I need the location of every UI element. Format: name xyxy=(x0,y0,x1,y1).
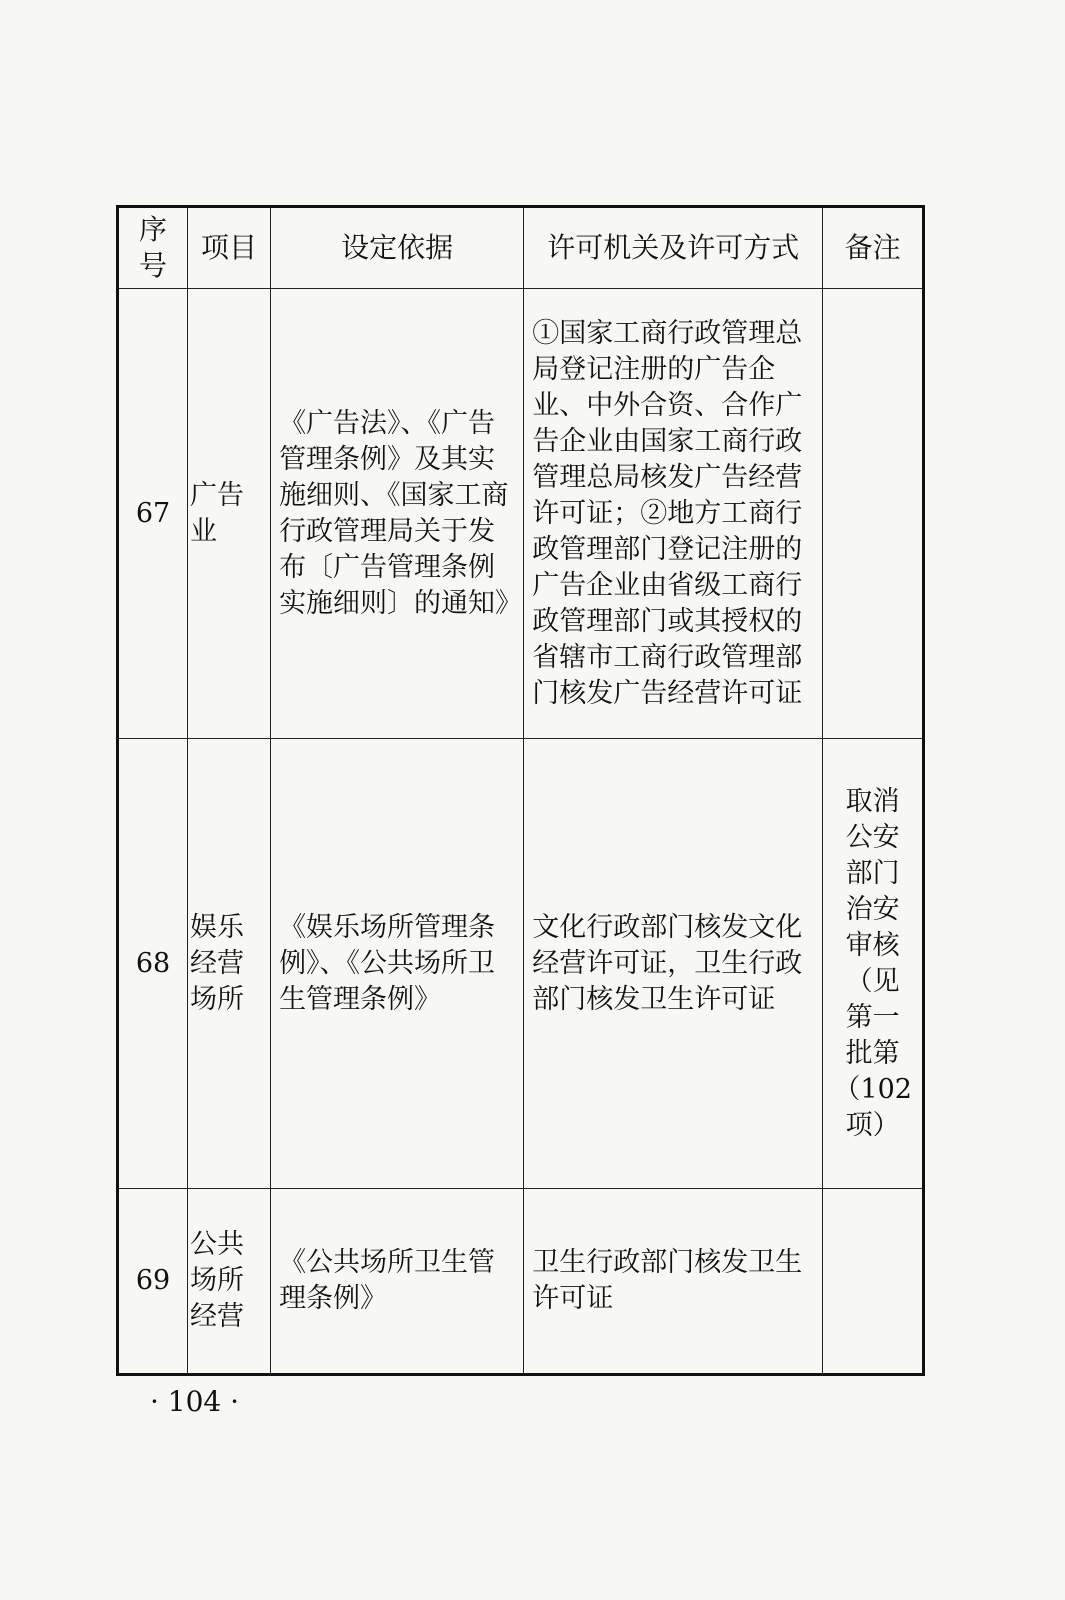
header-2: 设定依据 xyxy=(271,207,524,289)
table-row xyxy=(118,739,924,1189)
cell-note xyxy=(823,289,924,739)
cell-no: 68 xyxy=(118,739,188,1189)
header-3: 许可机关及许可方式 xyxy=(524,207,823,289)
cell-item: 公共场所经营 xyxy=(188,1189,271,1375)
cell-item: 广告业 xyxy=(188,289,271,739)
cell-basis: 《娱乐场所管理条例》、《公共场所卫生管理条例》 xyxy=(271,739,524,1189)
page-number: · 104 · xyxy=(150,1385,240,1418)
cell-item: 娱乐经营场所 xyxy=(188,739,271,1189)
cell-authority: ①国家工商行政管理总局登记注册的广告企业、中外合资、合作广告企业由国家工商行政管理总局核发广告经营许可证；②地方工商行政管理部门登记注册的广告企业由省级工商行政管理部门或其授权的省辖市工商行政管理部门核发广告经营许可证 xyxy=(524,289,823,739)
permit-table xyxy=(116,205,925,1376)
header-0: 序号 xyxy=(118,207,188,289)
cell-note: 取消公安部门治安审核（见第一批第（102项） xyxy=(823,739,924,1189)
table-row xyxy=(118,1189,924,1375)
header-4: 备注 xyxy=(823,207,924,289)
cell-no: 67 xyxy=(118,289,188,739)
cell-note xyxy=(823,1189,924,1375)
header-row xyxy=(118,207,924,289)
cell-authority: 卫生行政部门核发卫生许可证 xyxy=(524,1189,823,1375)
cell-basis: 《公共场所卫生管理条例》 xyxy=(271,1189,524,1375)
header-1: 项目 xyxy=(188,207,271,289)
cell-no: 69 xyxy=(118,1189,188,1375)
cell-authority: 文化行政部门核发文化经营许可证，卫生行政部门核发卫生许可证 xyxy=(524,739,823,1189)
cell-basis: 《广告法》、《广告管理条例》及其实施细则、《国家工商行政管理局关于发布〔广告管理条例实施细则〕的通知》 xyxy=(271,289,524,739)
table-row xyxy=(118,289,924,739)
